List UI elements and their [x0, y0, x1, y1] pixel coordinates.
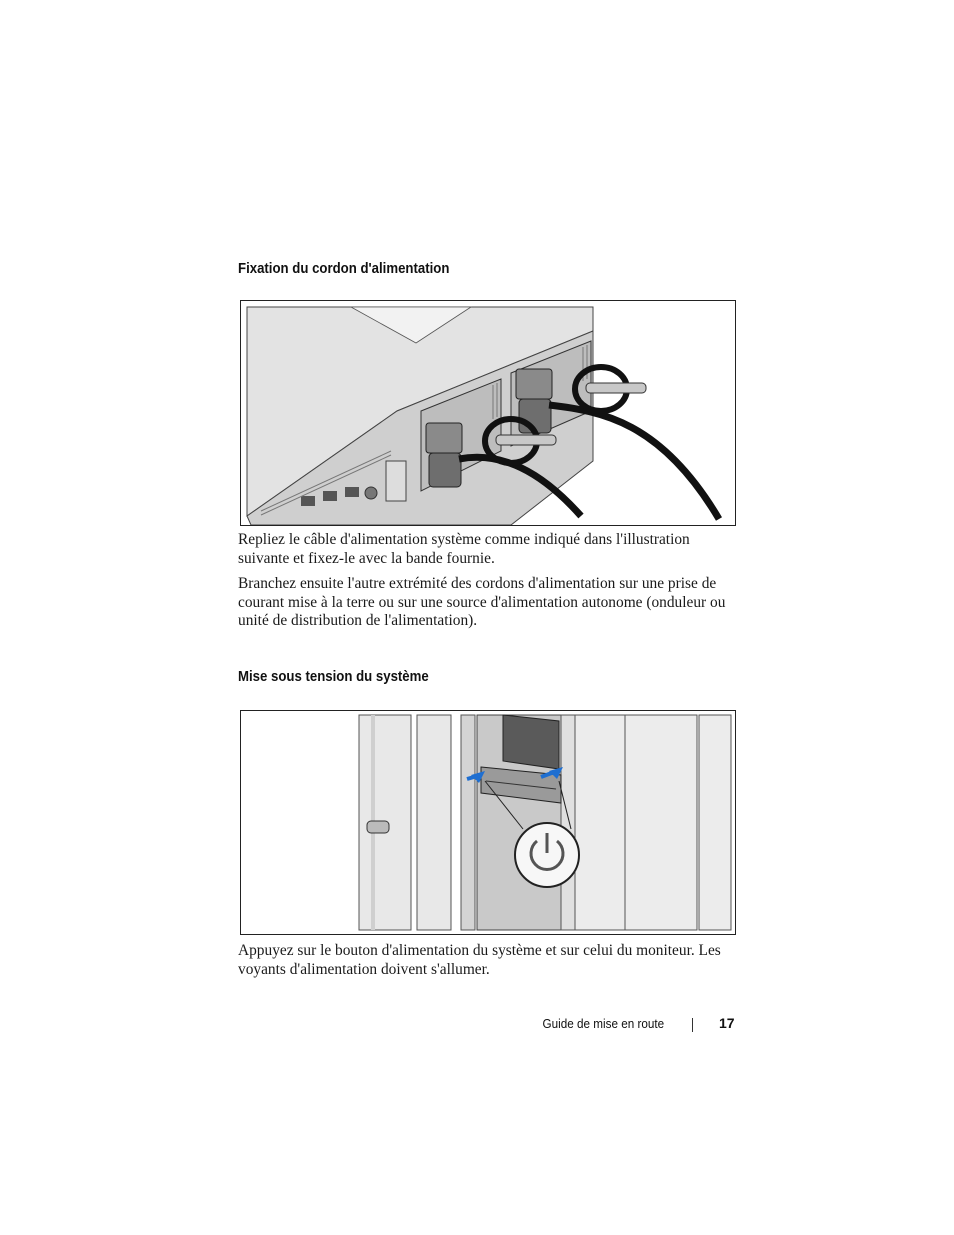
power-on-illustration — [240, 710, 736, 935]
paragraph-fold-cable: Repliez le câble d'alimentation système comme indiqué dans l'illustration suivante et fixez-le avec la bande fournie. — [238, 531, 690, 567]
footer-guide-title: Guide de mise en route — [542, 1016, 664, 1031]
section-heading-power-cord: Fixation du cordon d'alimentation — [238, 260, 450, 277]
section-heading-power-on: Mise sous tension du système — [238, 668, 429, 685]
footer-separator — [692, 1018, 693, 1032]
power-cord-illustration — [240, 300, 736, 526]
footer-page-number: 17 — [719, 1015, 735, 1031]
paragraph-connect-outlet: Branchez ensuite l'autre extrémité des cordons d'alimentation sur une prise de courant mise à la terre ou sur une source d'alimentation autonome (onduleur ou unité de distribution de l'alimentation). — [238, 575, 726, 629]
paragraph-press-power: Appuyez sur le bouton d'alimentation du système et sur celui du moniteur. Les voyants d'alimentation doivent s'allumer. — [238, 942, 721, 978]
